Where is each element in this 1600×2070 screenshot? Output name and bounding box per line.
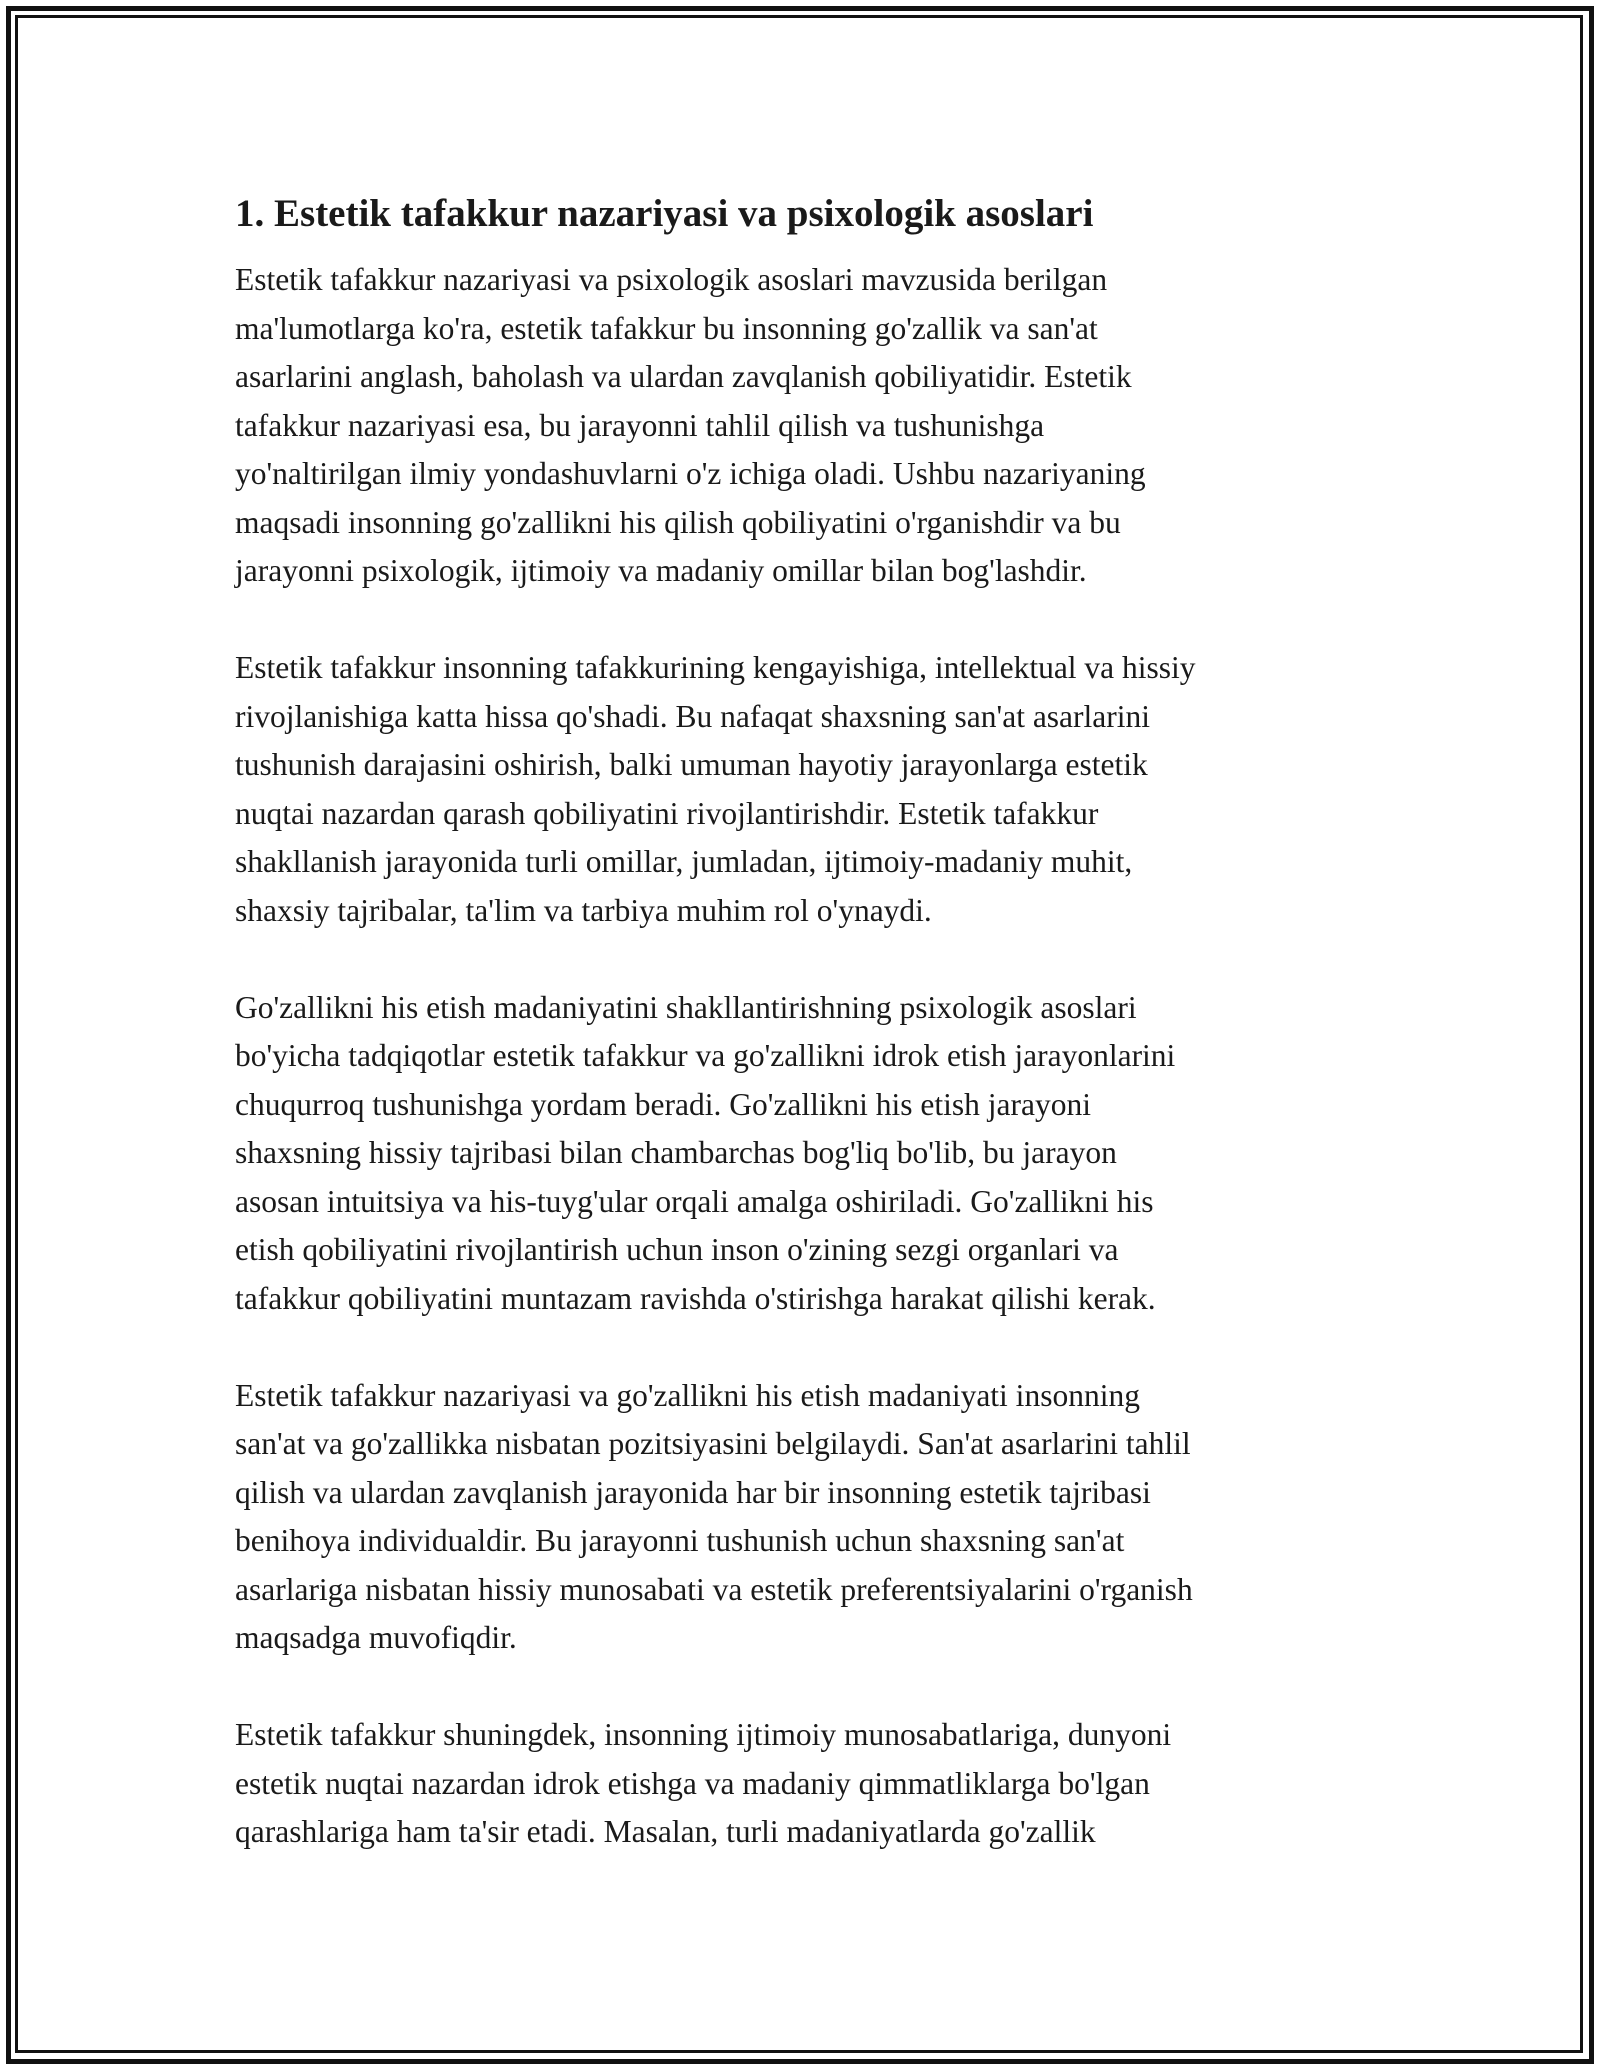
paragraph-2: Estetik tafakkur insonning tafakkurining kengayishiga, intellektual va hissiy rivojlanishiga katta hissa qo'shadi. Bu nafaqat shaxsning san'at asarlarini tushunish darajasini oshirish, balki umuman hayotiy jarayonlarga estetik nuqtai nazardan qarash qobiliyatini rivojlantirishdir. Estetik tafakkur shakllanish jarayonida turli omillar, jumladan, ijtimoiy-madaniy muhit, shaxsiy tajribalar, ta'lim va tarbiya muhim rol o'ynaydi. — [235, 650, 1196, 928]
paragraph-5: Estetik tafakkur shuningdek, insonning ijtimoiy munosabatlariga, dunyoni estetik nuqtai nazardan idrok etishga va madaniy qimmatliklarga bo'lgan qarashlariga ham ta'sir etadi. Masalan, turli madaniyatlarda go'zallik — [235, 1717, 1172, 1849]
paragraph-4: Estetik tafakkur nazariyasi va go'zallikni his etish madaniyati insonning san'at va go'zallikka nisbatan pozitsiyasini belgilaydi. San'at asarlarini tahlil qilish va ulardan zavqlanish jarayonida har bir insonning estetik tajribasi benihoya individualdir. Bu jarayonni tushunish uchun shaxsning san'at asarlariga nisbatan hissiy munosabati va estetik preferentsiyalarini o'rganish maqsadga muvofiqdir. — [235, 1377, 1193, 1655]
paragraph-1: Estetik tafakkur nazariyasi va psixologik asoslari mavzusida berilgan ma'lumotlarga ko'ra, estetik tafakkur bu insonning go'zallik va san'at asarlarini anglash, baholash va ulardan zavqlanish qobiliyatidir. Estetik tafakkur nazariyasi esa, bu jarayonni tahlil qilish va tushunishga yo'naltirilgan ilmiy yondashuvlarni o'z ichiga oladi. Ushbu nazariyaning maqsadi insonning go'zallikni his qilish qobiliyatini o'rganishdir va bu jarayonni psixologik, ijtimoiy va madaniy omillar bilan bog'lashdir. — [235, 262, 1146, 588]
paragraph-3: Go'zallikni his etish madaniyatini shakllantirishning psixologik asoslari bo'yicha tadqiqotlar estetik tafakkur va go'zallikni idrok etish jarayonlarini chuqurroq tushunishga yordam beradi. Go'zallikni his etish jarayoni shaxsning hissiy tajribasi bilan chambarchas bog'liq bo'lib, bu jarayon asosan intuitsiya va his-tuyg'ular orqali amalga oshiriladi. Go'zallikni his etish qobiliyatini rivojlantirish uchun inson o'zining sezgi organlari va tafakkur qobiliyatini muntazam ravishda o'stirishga harakat qilishi kerak. — [235, 989, 1176, 1316]
section-title: 1. Estetik tafakkur nazariyasi va psixologik asoslari — [235, 192, 1094, 235]
document-body — [235, 188, 1375, 1905]
